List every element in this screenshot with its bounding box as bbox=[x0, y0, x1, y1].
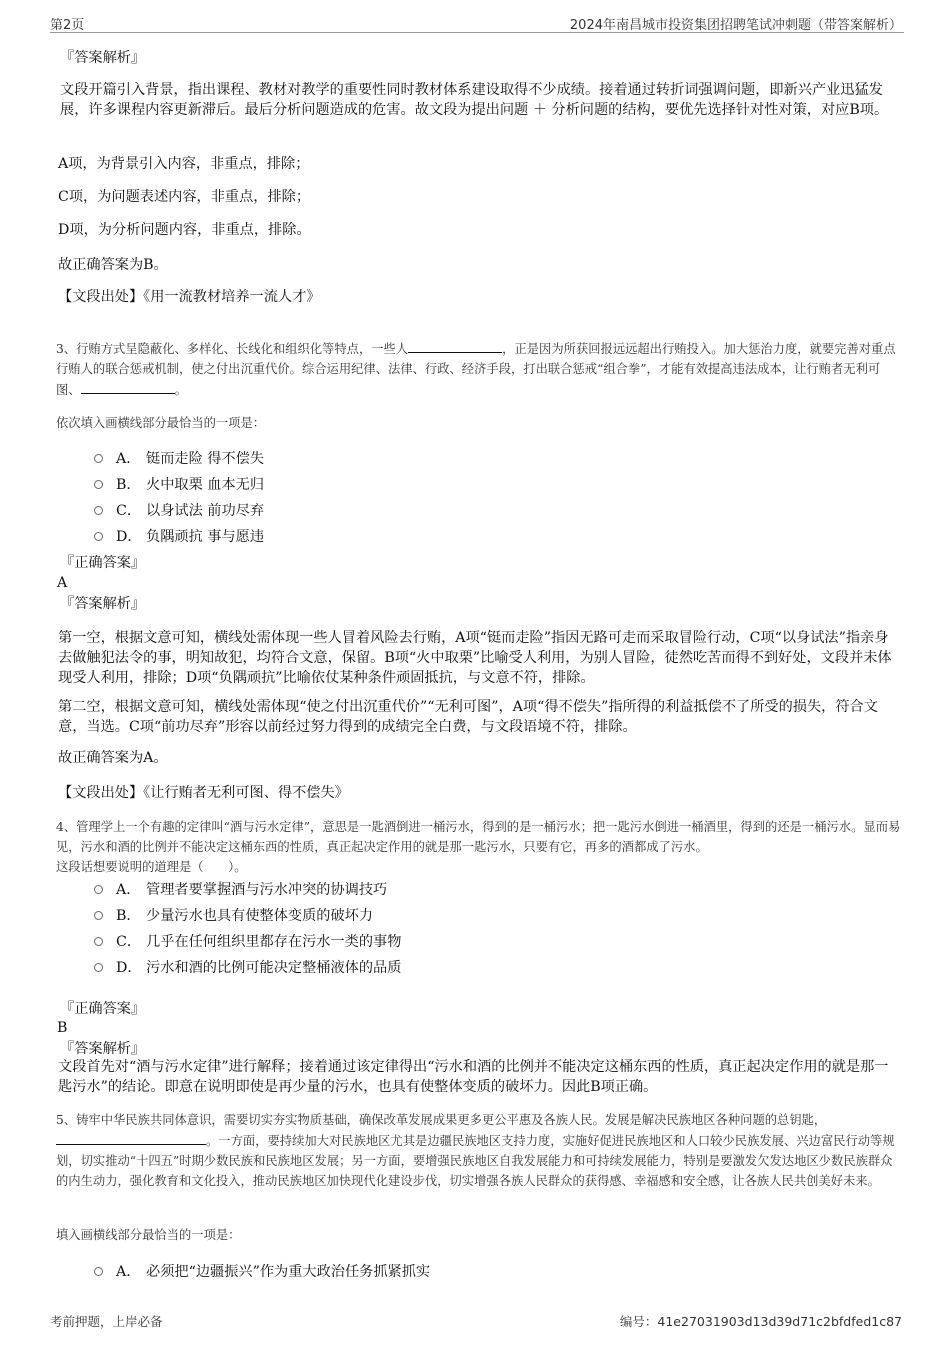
radio-icon[interactable] bbox=[94, 937, 103, 946]
q4-analysis-label: 『答案解析』 bbox=[60, 1041, 146, 1057]
q2-analysis-text: 文段开篇引入背景，指出课程、教材对教学的重要性同时教材体系建设取得不少成绩。接着通过转折词强调问题，即新兴产业迅猛发展，许多课程内容更新滞后。最后分析问题造成的危害。故文段为提出问题 ＋ 分析问题的结构，要优先选择针对性对策，对应B项。 bbox=[60, 82, 889, 118]
radio-icon[interactable] bbox=[94, 911, 103, 920]
q5-stem: 5、铸牢中华民族共同体意识，需要切实夯实物质基础，确保改革发展成果更多更公平惠及各族人民。发展是解决民族地区各种问题的总钥匙，。一方面，要持续加大对民族地区尤其是边疆民族地区支持力度，实施好促进民族地区和人口较少民族发展、兴边富民行动等规划，切实推动“十四五”时期少数民族和民族地区发展；另一方面，要增强民族地区自我发展能力和可持续发展能力，特别是要激发欠发达地区少数民族群众的内生动力，强化教育和文化投入，推动民族地区加快现代化建设步伐，切实增强各族人民群众的获得感、幸福感和安全感，让各族人民共创美好未来。 bbox=[56, 1113, 895, 1188]
q3-instruction: 依次填入画横线部分最恰当的一项是： bbox=[56, 416, 266, 430]
document-title: 2024年南昌城市投资集团招聘笔试冲刺题（带答案解析） bbox=[569, 18, 902, 33]
q4-question: 这段话想要说明的道理是（ ）。 bbox=[56, 860, 247, 874]
q3-analysis-label: 『答案解析』 bbox=[60, 596, 146, 612]
q5-instruction: 填入画横线部分最恰当的一项是： bbox=[56, 1228, 241, 1242]
q2-option-a-note: A项，为背景引入内容，非重点，排除； bbox=[58, 156, 310, 172]
q4-stem: 4、管理学上一个有趣的定律叫“酒与污水定律”，意思是一匙酒倒进一桶污水，得到的是一桶污水；把一匙污水倒进一桶酒里，得到的还是一桶污水。显而易见，污水和酒的比例并不能决定这桶东西的性质，真正起决定作用的就是那一匙污水，只要有它，再多的酒都成了污水。 bbox=[56, 820, 901, 854]
q4-analysis-text: 文段首先对“酒与污水定律”进行解释；接着通过该定律得出“污水和酒的比例并不能决定这桶东西的性质，真正起决定作用的就是那一匙污水”的结论。即意在说明即使是再少量的污水，也具有使整体变质的破坏力。因此B项正确。 bbox=[58, 1059, 889, 1095]
radio-icon[interactable] bbox=[94, 454, 103, 463]
q3-analysis-second-blank: 第二空，根据文意可知，横线处需体现“使之付出沉重代价”“无利可图”，A项“得不偿失”指所得的利益抵偿不了所受的损失，符合文意，当选。C项“前功尽弃”形容以前经过努力得到的成绩完全白费，与文段语境不符，排除。 bbox=[58, 699, 878, 735]
q3-blank-2 bbox=[81, 379, 175, 394]
q3-conclusion: 故正确答案为A。 bbox=[58, 750, 168, 766]
page-number: 第2页 bbox=[50, 18, 85, 33]
q3-stem: 3、行贿方式呈隐蔽化、多样化、长线化和组织化等特点，一些人 ，正是因为所获回报远远超出行贿投入。加大惩治力度，就要完善对重点行贿人的联合惩戒机制，使之付出沉重代价。综合运用纪律、法律、行政、经济手段，打出联合惩戒“组合拳”，才能有效提高违法成本，让行贿者无利可图、 。 bbox=[56, 338, 902, 400]
radio-icon[interactable] bbox=[94, 506, 103, 515]
q2-option-d-note: D项，为分析问题内容，非重点，排除。 bbox=[58, 222, 311, 238]
radio-icon[interactable] bbox=[94, 480, 103, 489]
footer-code: 编号：41e27031903d13d39d71c2bfdfed1c87 bbox=[619, 1314, 902, 1329]
footer-slogan: 考前押题，上岸必备 bbox=[50, 1314, 163, 1329]
page-header bbox=[50, 10, 904, 33]
q2-source: 【文段出处】《用一流教材培养一流人才》 bbox=[58, 289, 321, 305]
q4-answer-label: 『正确答案』 bbox=[60, 1001, 146, 1017]
q2-option-c-note: C项，为问题表述内容，非重点，排除； bbox=[58, 189, 311, 205]
q2-analysis-label: 『答案解析』 bbox=[60, 50, 146, 66]
q3-answer-label: 『正确答案』 bbox=[60, 555, 146, 571]
q4-answer: B bbox=[57, 1020, 68, 1036]
radio-icon[interactable] bbox=[94, 1267, 103, 1276]
q3-answer: A bbox=[57, 575, 68, 591]
radio-icon[interactable] bbox=[94, 532, 103, 541]
q3-source: 【文段出处】《让行贿者无利可图、得不偿失》 bbox=[58, 785, 349, 801]
radio-icon[interactable] bbox=[94, 885, 103, 894]
q2-conclusion: 故正确答案为B。 bbox=[58, 257, 168, 273]
radio-icon[interactable] bbox=[94, 963, 103, 972]
q3-blank-1 bbox=[408, 338, 502, 353]
q3-analysis-first-blank: 第一空，根据文意可知，横线处需体现一些人冒着风险去行贿，A项“铤而走险”指因无路可走而采取冒险行动，C项“以身试法”指亲身去做触犯法令的事，明知故犯，均符合文意，保留。B项“火中取栗”比喻受人利用，为别人冒险，徒然吃苦而得不到好处，文段并未体现受人利用，排除；D项“负隅顽抗”比喻依仗某种条件顽固抵抗，与文意不符，排除。 bbox=[58, 630, 892, 686]
q5-blank bbox=[56, 1130, 206, 1145]
